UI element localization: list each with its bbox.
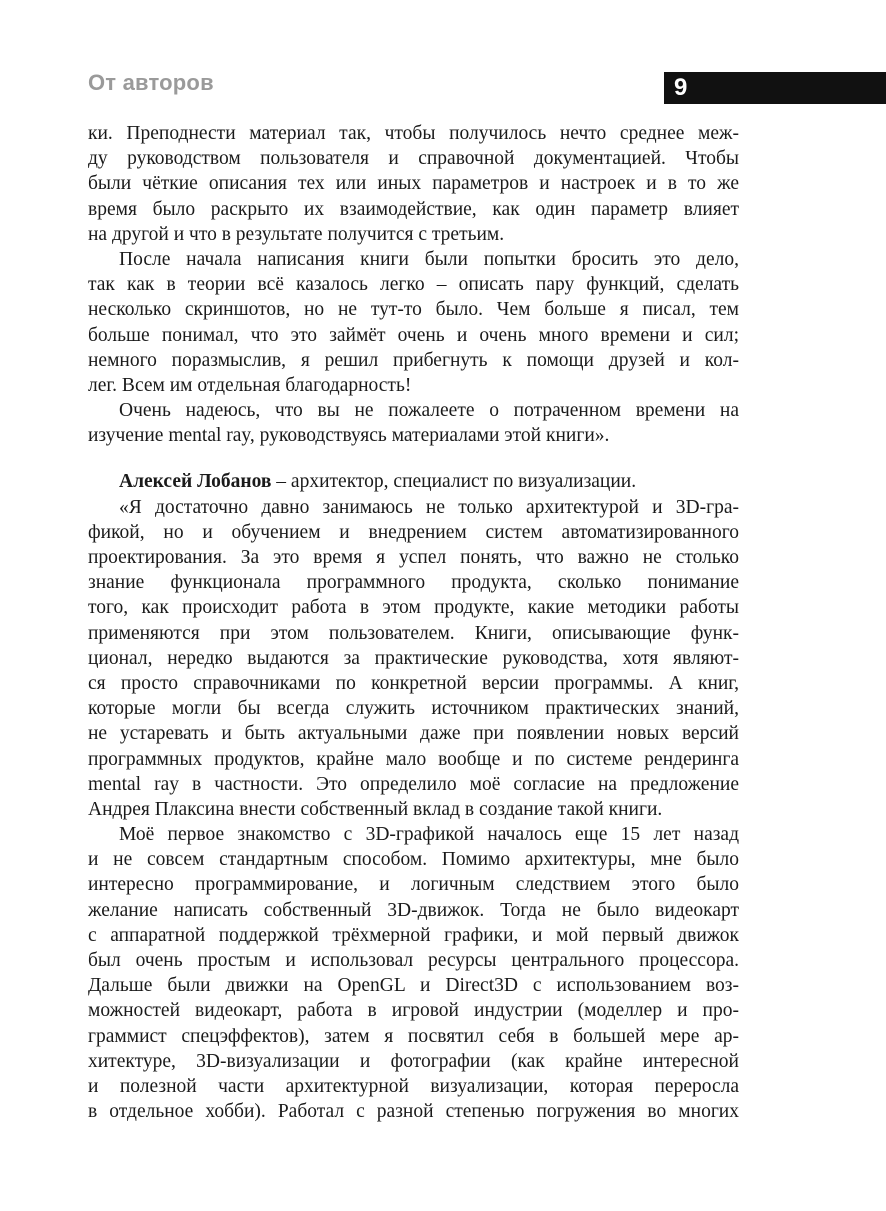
text-line: Моё первое знакомство с 3D-графикой началось еще 15 лет назад xyxy=(119,824,739,846)
text-line: не устаревать и быть актуальными даже при появлении новых версий xyxy=(88,723,739,745)
text-line: был очень простым и использовал ресурсы центрального процессора. xyxy=(88,950,739,971)
text-line: Дальше были движки на OpenGL и Direct3D с использованием воз- xyxy=(88,975,739,997)
text-line: на другой и что в результате получится с третьим. xyxy=(88,223,505,245)
text-block-author-quote xyxy=(88,495,739,1125)
author-line xyxy=(88,469,739,494)
page-number: 9 xyxy=(674,74,688,101)
text-line: программных продуктов, крайне мало вообще и по системе рендеринга xyxy=(88,748,739,770)
text-line: время было раскрыто их взаимодействие, как один параметр влияет xyxy=(88,198,739,220)
text-line: «Я достаточно давно занимаюсь не только архитектурой и 3D-гра- xyxy=(119,496,739,518)
text-line: так как в теории всё казалось легко – описать пару функций, сделать xyxy=(88,274,739,296)
text-line: mental ray в частности. Это определило моё согласие на предложение xyxy=(88,773,739,795)
text-line: немного поразмыслив, я решил прибегнуть к помощи друзей и кол- xyxy=(88,349,739,371)
text-line: с аппаратной поддержкой трёхмерной графики, и мой первый движок xyxy=(88,924,739,946)
text-line: проектирования. За это время я успел понять, что важно не столько xyxy=(88,547,739,568)
text-line: интересно программирование, и логичным следствием этого было xyxy=(88,874,739,896)
text-line: граммист спецэффектов), затем я посвятил себя в большей мере ар- xyxy=(88,1025,739,1047)
text-line: знание функционала программного продукта, сколько понимание xyxy=(88,572,739,594)
text-line: ся просто справочниками по конкретной версии программы. А книг, xyxy=(88,672,739,694)
text-line: несколько скриншотов, но не тут-то было. Чем больше я писал, тем xyxy=(88,299,739,321)
text-line: фикой, но и обучением и внедрением систем автоматизированного xyxy=(88,521,739,543)
text-line: хитектуре, 3D-визуализации и фотографии (как крайне интересной xyxy=(88,1050,739,1072)
text-line: и полезной части архитектурной визуализации, которая переросла xyxy=(88,1075,739,1097)
text-block-intro xyxy=(88,121,739,448)
text-line: желание написать собственный 3D-движок. Тогда не было видеокарт xyxy=(88,899,739,921)
page-number-tab xyxy=(664,72,886,104)
text-line: После начала написания книги были попытки бросить это дело, xyxy=(119,248,739,270)
text-line: были чёткие описания тех или иных параметров и настроек и в то же xyxy=(88,173,739,195)
text-line: применяются при этом пользователем. Книги, описывающие функ- xyxy=(88,622,739,644)
text-line: больше понимал, что это займёт очень и очень много времени и сил; xyxy=(88,324,739,346)
text-line: которые могли бы всегда служить источником практических знаний, xyxy=(88,698,739,720)
text-line: того, как происходит работа в этом продукте, какие методики работы xyxy=(88,597,739,619)
body-text xyxy=(88,121,739,1124)
text-line: Очень надеюсь, что вы не пожалеете о потраченном времени на xyxy=(119,400,739,422)
text-line: в отдельное хобби). Работал с разной степенью погружения во многих xyxy=(88,1101,739,1123)
author-role: – архитектор, специалист по визуализации. xyxy=(271,471,637,493)
section-gap xyxy=(88,448,739,469)
text-line: ду руководством пользователя и справочной документацией. Чтобы xyxy=(88,148,739,170)
text-line: Андрея Плаксина внести собственный вклад в создание такой книги. xyxy=(88,798,663,820)
text-line: ки. Преподнести материал так, чтобы получилось нечто среднее меж- xyxy=(88,123,739,144)
running-header-title: От авторов xyxy=(88,70,214,95)
text-line: лег. Всем им отдельная благодарность! xyxy=(88,374,412,396)
text-line: можностей видеокарт, работа в игровой индустрии (моделлер и про- xyxy=(88,1000,739,1022)
text-line: ционал, нередко выдаются за практические руководства, хотя являют- xyxy=(88,647,739,669)
author-name: Алексей Лобанов xyxy=(119,471,272,493)
text-line: изучение mental ray, руководствуясь материалами этой книги». xyxy=(88,425,610,447)
text-line: и не совсем стандартным способом. Помимо архитектуры, мне было xyxy=(88,849,739,871)
